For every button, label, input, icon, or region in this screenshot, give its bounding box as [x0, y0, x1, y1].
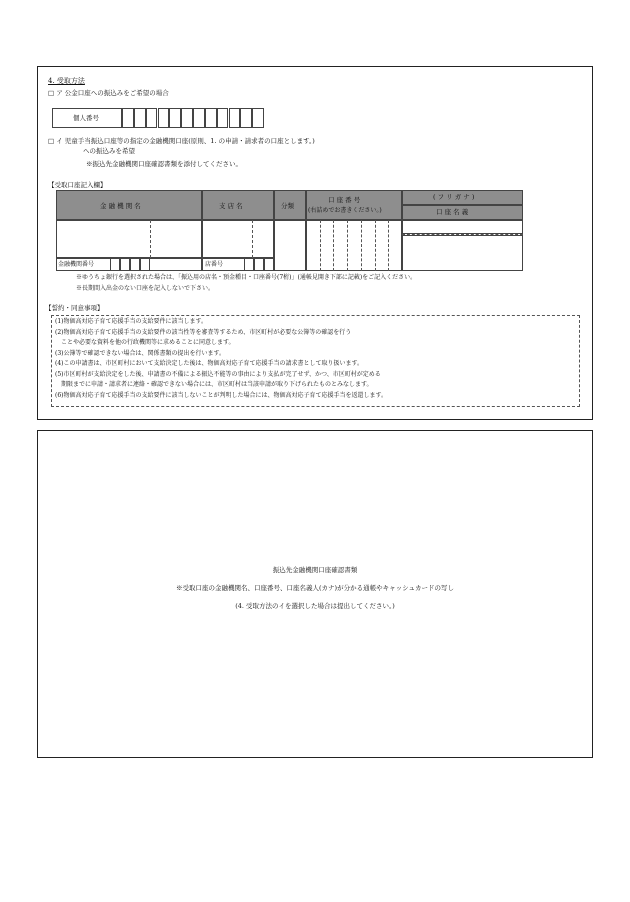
section-title: 4. 受取方法 [48, 77, 85, 85]
account-number-digit-divider [375, 220, 376, 271]
bank-code-cells-cell[interactable] [120, 258, 130, 271]
holder-input[interactable] [402, 235, 523, 271]
type-header-text: 分類 [281, 202, 294, 210]
agreement-item: (3)公簿等で確認できない場合は、関係書類の提出を行います。 [55, 349, 226, 357]
account-number-cells [306, 220, 402, 271]
agreement-heading: 【誓約・同意事項】 [45, 304, 104, 312]
kojin-cells-cell[interactable] [169, 108, 181, 128]
option-i-checkbox-label[interactable]: □ イ 児童手当振込口座等の指定の金融機関口座(原則、1. の申請・請求者の口座とします。) [48, 137, 315, 145]
kojin-cells-cell[interactable] [146, 108, 158, 128]
account-number-digit-divider [333, 220, 334, 271]
bank-name-divider [150, 220, 151, 258]
kojin-cells-cell[interactable] [217, 108, 229, 128]
bank-code-cells-cell[interactable] [140, 258, 150, 271]
bank-code-cells-cell[interactable] [130, 258, 140, 271]
agreement-item: (4)この申請書は、市区町村において支給決定した後は、物価高対応子育て応援手当の請求書として取り扱います。 [55, 360, 364, 367]
branch-code-label: 店番号 [205, 261, 224, 268]
branch-code-field[interactable] [244, 258, 274, 271]
option-i-line2: への振込みを希望 [83, 147, 135, 155]
kojin-cells-cell[interactable] [252, 108, 264, 128]
kojin-cells-cell[interactable] [240, 108, 252, 128]
account-heading: 【受取口座記入欄】 [48, 181, 107, 189]
bank-code-label: 金融機関番号 [58, 261, 95, 268]
receipt-method-section [37, 66, 593, 420]
account-number-digit-divider [361, 220, 362, 271]
kojin-cells-cell[interactable] [193, 108, 205, 128]
kojin-cells-cell[interactable] [181, 108, 193, 128]
attachment-note: (4. 受取方法のイを選択した場合は提出してください。) [235, 602, 395, 610]
option-i-note: ※振込先金融機関口座確認書類を添付してください。 [86, 160, 242, 168]
kojin-cells-cell[interactable] [122, 108, 134, 128]
branch-code-cells-cell[interactable] [244, 258, 254, 271]
bank-code-field[interactable] [110, 258, 150, 271]
holder-header-text: 口 座 名 義 [436, 208, 469, 216]
account-number-digit-divider [347, 220, 348, 271]
account-number-digit-divider [320, 220, 321, 271]
attachment-title: 振込先金融機関口座確認書類 [272, 566, 358, 574]
individual-number-label: 個人番号 [73, 114, 99, 122]
kojin-cells-cell[interactable] [134, 108, 146, 128]
account-number-header-text: 口 座 番 号 [328, 196, 361, 204]
account-number-header [306, 190, 402, 220]
type-input[interactable] [274, 220, 306, 271]
kojin-cells-cell[interactable] [158, 108, 170, 128]
option-a-checkbox-label[interactable]: □ ア 公金口座への振込みをご希望の場合 [48, 89, 169, 97]
attachment-description: ※受取口座の金融機関名、口座番号、口座名義人(カナ)が分かる通帳やキャッシュカードの写し [176, 584, 454, 592]
agreement-item: ことや必要な資料を他の行政機関等に求めることに同意します。 [55, 339, 235, 346]
agreement-item: 期限までに申請・請求者に連絡・確認できない場合には、市区町村は当該申請が取り下げられたものとみなします。 [55, 381, 373, 388]
agreement-item: (2)物価高対応子育て応援手当の支給要件の該当性等を審査等するため、市区町村が必要な公簿等の確認を行う [55, 328, 352, 336]
bank-name-input[interactable] [56, 220, 202, 258]
branch-name-header-text: 支 店 名 [219, 202, 243, 210]
furigana-input[interactable] [402, 220, 523, 234]
kojin-cells-cell[interactable] [205, 108, 217, 128]
furigana-header-text: ( フ リ ガ ナ ) [433, 193, 475, 201]
long-term-note: ※長期間入出金のない口座を記入しないで下さい。 [76, 285, 215, 292]
yucho-note: ※ゆうちょ銀行を選択された場合は、「振込用の店名・預金種目・口座番号(7桁)」(通帳見開き下部に記載)をご記入ください。 [76, 274, 417, 281]
branch-code-cells-cell[interactable] [264, 258, 274, 271]
bank-name-header-text: 金 融 機 関 名 [100, 202, 141, 210]
agreement-item: (6)物価高対応子育て応援手当の支給要件に該当しないことが判明した場合には、物価高対応子育て応援手当を返還します。 [55, 391, 388, 399]
agreement-item: (1)物価高対応子育て応援手当の支給要件に該当します。 [55, 318, 208, 325]
account-number-digit-divider [388, 220, 389, 271]
branch-code-cells-cell[interactable] [254, 258, 264, 271]
kojin-cells-cell[interactable] [229, 108, 241, 128]
bank-code-cells-cell[interactable] [110, 258, 120, 271]
individual-number-field[interactable] [122, 108, 264, 128]
attachment-section [37, 430, 593, 758]
account-number-note: (右詰めでお書きください。) [308, 207, 382, 214]
branch-name-input[interactable] [202, 220, 274, 258]
branch-name-divider [252, 220, 253, 258]
agreement-item: (5)市区町村が支給決定をした後、申請書の不備による振込不能等の事由により支払が完了せず、かつ、市区町村が定める [55, 370, 381, 378]
